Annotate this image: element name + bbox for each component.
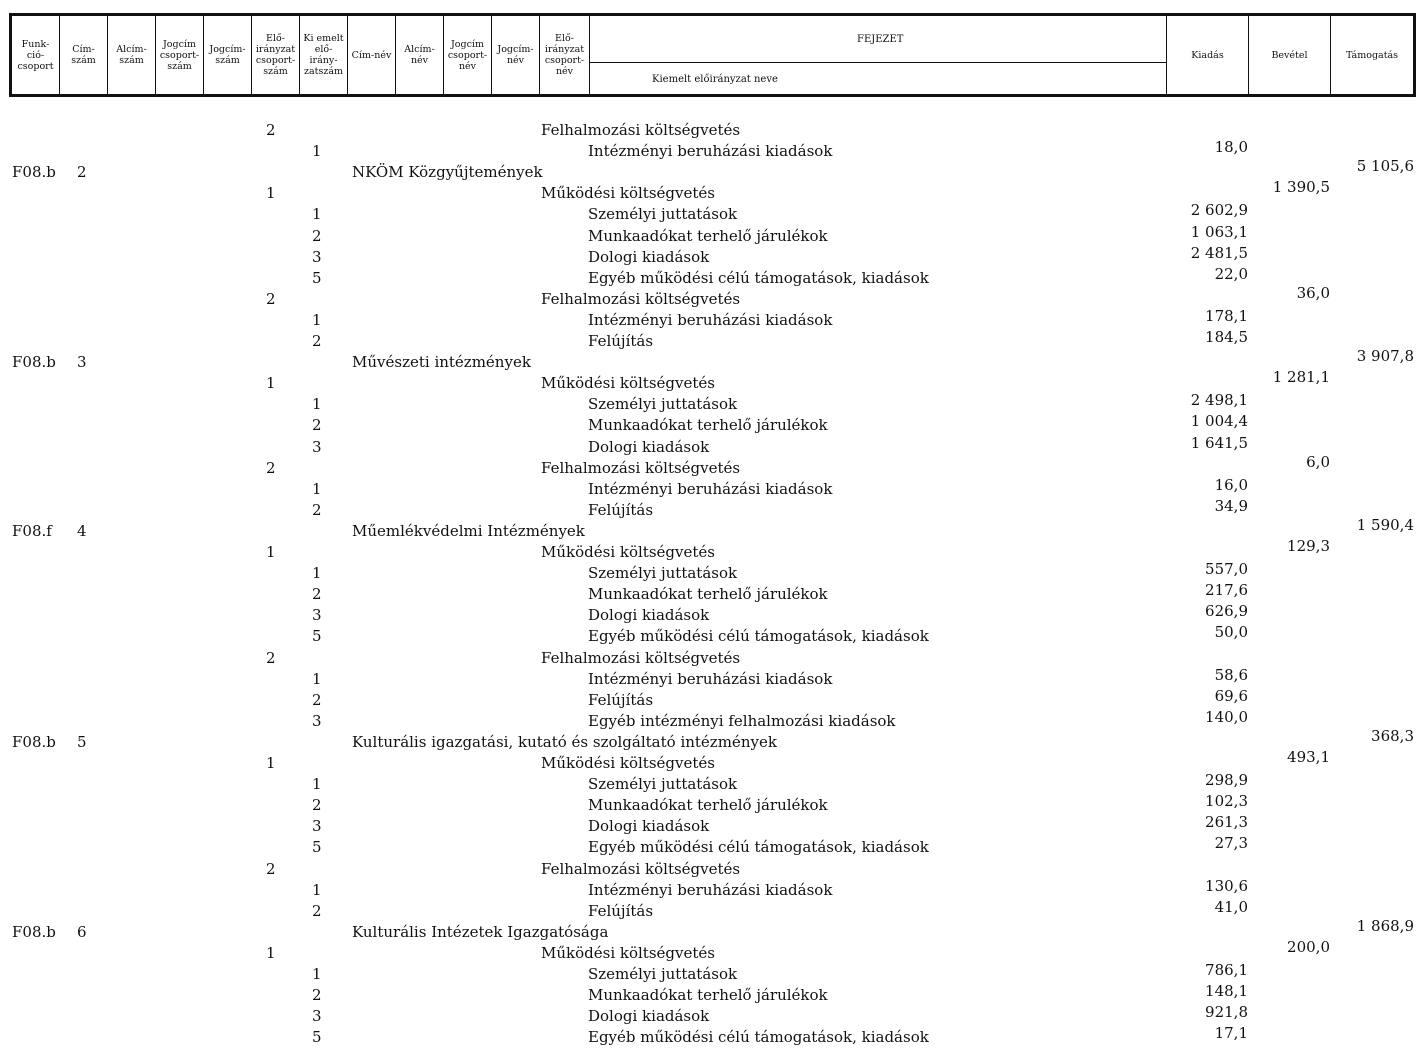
header-col-jogcimszam: Jogcím-szám <box>204 16 252 94</box>
kiemelt-eloiranyzat-name-cell: Munkaadókat terhelő járulékok <box>588 226 828 245</box>
kiemelt-eloiranyzat-cell: 1 <box>312 564 322 583</box>
kiemelt-eloiranyzat-cell: 5 <box>312 268 322 287</box>
eloiranyzatcsoport-cell: 1 <box>266 943 276 962</box>
kiemelt-eloiranyzat-name-cell: Egyéb működési célú támogatások, kiadások <box>588 627 929 646</box>
kiemelt-eloiranyzat-name-cell: Személyi juttatások <box>588 564 738 583</box>
table-row <box>0 813 1426 837</box>
eloiranyzatcsoport-name-cell: Felhalmozási költségvetés <box>541 121 741 139</box>
kiemelt-eloiranyzat-cell: 1 <box>312 395 322 414</box>
cimszam-cell: 4 <box>77 521 87 540</box>
kiemelt-eloiranyzat-name-cell: Személyi juttatások <box>588 205 738 224</box>
table-row <box>0 121 1426 141</box>
cim-name-cell: Kulturális igazgatási, kutató és szolgáltató intézmények <box>352 732 777 751</box>
kiemelt-eloiranyzat-name-cell: Egyéb működési célú támogatások, kiadások <box>588 838 929 857</box>
table-row <box>0 475 1426 500</box>
kiadas-cell: 786,1 <box>1205 961 1248 979</box>
table-row <box>0 243 1426 268</box>
header-col-kiemelteloiranyzatszam: Ki emelt elő-irány-zatszám <box>300 16 348 94</box>
kiemelt-eloiranyzat-name-cell: Egyéb működési célú támogatások, kiadások <box>588 1028 929 1047</box>
bevetel-cell: 36,0 <box>1296 283 1330 302</box>
kiadas-cell: 2 481,5 <box>1190 243 1248 262</box>
kiemelt-eloiranyzat-cell: 2 <box>312 690 322 709</box>
kiemelt-eloiranyzat-cell: 2 <box>312 901 322 920</box>
table-row <box>0 452 1426 479</box>
table-row <box>0 897 1426 922</box>
bevetel-cell: 129,3 <box>1287 537 1330 555</box>
kiemelt-eloiranyzat-name-cell: Személyi juttatások <box>588 775 738 794</box>
eloiranyzatcsoport-name-cell: Működési költségvetés <box>541 184 715 203</box>
funkciocsoport-cell: F08.b <box>12 163 56 182</box>
kiadas-cell: 2 602,9 <box>1190 201 1248 220</box>
kiemelt-eloiranyzat-name-cell: Munkaadókat terhelő járulékok <box>588 796 828 815</box>
kiemelt-eloiranyzat-cell: 1 <box>312 965 322 983</box>
table-row <box>0 623 1426 647</box>
kiemelt-eloiranyzat-name-cell: Dologi kiadások <box>588 247 710 266</box>
kiadas-cell: 557,0 <box>1205 560 1248 579</box>
kiemelt-eloiranyzat-name-cell: Egyéb intézményi felhalmozási kiadások <box>588 711 896 730</box>
kiemelt-eloiranyzat-cell: 1 <box>312 205 322 224</box>
table-header <box>9 13 1416 97</box>
kiemelt-eloiranyzat-name-cell: Felújítás <box>588 901 654 920</box>
cimszam-cell: 5 <box>77 732 87 751</box>
kiemelt-eloiranyzat-cell: 3 <box>312 711 322 730</box>
eloiranyzatcsoport-cell: 2 <box>266 458 276 477</box>
header-col-bevetel: Bevétel <box>1249 16 1331 94</box>
header-col-jogcimcsoportnev: Jogcím csoport-név <box>444 16 492 94</box>
table-row <box>0 649 1426 669</box>
kiadas-cell: 69,6 <box>1214 686 1248 705</box>
kiadas-cell: 22,0 <box>1214 264 1248 283</box>
header-col-funkciocsoport: Funk-ció-csoport <box>12 16 60 94</box>
kiemelt-eloiranyzat-name-cell: Dologi kiadások <box>588 1007 710 1026</box>
kiemelt-eloiranyzat-name-cell: Intézményi beruházási kiadások <box>588 142 833 161</box>
kiadas-cell: 921,8 <box>1205 1003 1248 1022</box>
kiemelt-eloiranyzat-name-cell: Felújítás <box>588 332 654 350</box>
cimszam-cell: 3 <box>77 353 87 372</box>
kiadas-cell: 626,9 <box>1205 602 1248 621</box>
table-row <box>0 602 1426 626</box>
kiemelt-eloiranyzat-cell: 2 <box>312 986 322 1005</box>
table-row <box>0 1024 1426 1048</box>
table-row <box>0 726 1426 753</box>
cimszam-cell: 6 <box>77 922 87 941</box>
cim-name-cell: Művészeti intézmények <box>352 353 531 372</box>
kiemelt-eloiranyzat-cell: 1 <box>312 310 322 329</box>
kiadas-cell: 17,1 <box>1214 1024 1248 1043</box>
kiadas-cell: 34,9 <box>1214 496 1248 515</box>
eloiranyzatcsoport-cell: 1 <box>266 184 276 203</box>
kiemelt-eloiranyzat-cell: 1 <box>312 479 322 498</box>
kiemelt-eloiranyzat-cell: 3 <box>312 817 322 836</box>
table-row <box>0 138 1426 162</box>
bevetel-cell: 1 281,1 <box>1272 368 1330 387</box>
table-row <box>0 876 1426 901</box>
header-col-alcimnev: Alcím-név <box>396 16 444 94</box>
eloiranyzatcsoport-cell: 2 <box>266 289 276 308</box>
eloiranyzatcsoport-cell: 2 <box>266 648 276 667</box>
kiemelt-eloiranyzat-cell: 1 <box>312 880 322 899</box>
eloiranyzatcsoport-name-cell: Felhalmozási költségvetés <box>541 859 741 878</box>
kiemelt-eloiranyzat-name-cell: Dologi kiadások <box>588 437 710 456</box>
kiemelt-eloiranyzat-cell: 3 <box>312 247 322 266</box>
kiemelt-eloiranyzat-name-cell: Személyi juttatások <box>588 965 738 983</box>
kiadas-cell: 178,1 <box>1205 306 1248 325</box>
header-col-eloiranyzatcsoportszam: Elő-irányzat csoport-szám <box>252 16 300 94</box>
bevetel-cell: 6,0 <box>1306 452 1330 471</box>
tamogatas-cell: 3 907,8 <box>1356 347 1414 366</box>
header-col-kiadas: Kiadás <box>1167 16 1249 94</box>
eloiranyzatcsoport-cell: 1 <box>266 754 276 772</box>
kiemelt-eloiranyzat-cell: 5 <box>312 838 322 857</box>
kiadas-cell: 102,3 <box>1205 792 1248 811</box>
kiemelt-eloiranyzat-name-cell: Munkaadókat terhelő járulékok <box>588 986 828 1005</box>
header-col-cimszam: Cím-szám <box>60 16 108 94</box>
header-col-jogcimnev: Jogcím-név <box>492 16 540 94</box>
kiadas-cell: 217,6 <box>1205 581 1248 600</box>
table-row <box>0 665 1426 690</box>
kiadas-cell: 184,5 <box>1205 328 1248 346</box>
bevetel-cell: 200,0 <box>1287 937 1330 956</box>
eloiranyzatcsoport-name-cell: Felhalmozási költségvetés <box>541 458 741 477</box>
tamogatas-cell: 1 590,4 <box>1356 515 1414 534</box>
table-row <box>0 496 1426 521</box>
kiemelt-eloiranyzat-name-cell: Intézményi beruházási kiadások <box>588 880 833 899</box>
kiadas-cell: 50,0 <box>1214 623 1248 642</box>
kiemelt-eloiranyzat-cell: 5 <box>312 627 322 646</box>
kiemelt-eloiranyzat-name-cell: Dologi kiadások <box>588 606 710 625</box>
header-kiemelt-eloiranyzat-neve: Kiemelt előirányzat neve <box>652 74 778 85</box>
cim-name-cell: NKÖM Közgyűjtemények <box>352 163 543 182</box>
kiadas-cell: 298,9 <box>1205 771 1248 790</box>
funkciocsoport-cell: F08.b <box>12 922 56 941</box>
table-row <box>0 157 1426 183</box>
header-fejezet: FEJEZET <box>857 34 904 45</box>
eloiranyzatcsoport-cell: 2 <box>266 121 276 139</box>
kiemelt-eloiranyzat-cell: 3 <box>312 1007 322 1026</box>
kiadas-cell: 1 641,5 <box>1190 433 1248 452</box>
kiadas-cell: 2 498,1 <box>1190 391 1248 410</box>
kiemelt-eloiranyzat-name-cell: Dologi kiadások <box>588 817 710 836</box>
table-row <box>0 707 1426 732</box>
kiadas-cell: 58,6 <box>1214 665 1248 684</box>
header-divider <box>590 62 1167 63</box>
kiemelt-eloiranyzat-cell: 3 <box>312 437 322 456</box>
kiadas-cell: 140,0 <box>1205 707 1248 726</box>
bevetel-cell: 1 390,5 <box>1272 178 1330 197</box>
eloiranyzatcsoport-name-cell: Működési költségvetés <box>541 374 715 393</box>
table-row <box>0 264 1426 289</box>
cim-name-cell: Műemlékvédelmi Intézmények <box>352 521 585 540</box>
eloiranyzatcsoport-cell: 2 <box>266 859 276 878</box>
table-row <box>0 515 1426 542</box>
kiemelt-eloiranyzat-cell: 1 <box>312 775 322 794</box>
kiemelt-eloiranyzat-cell: 1 <box>312 669 322 688</box>
table-row <box>0 328 1426 352</box>
kiemelt-eloiranyzat-name-cell: Egyéb működési célú támogatások, kiadások <box>588 268 929 287</box>
kiemelt-eloiranyzat-name-cell: Felújítás <box>588 690 654 709</box>
funkciocsoport-cell: F08.b <box>12 353 56 372</box>
header-col-jogcimcsoportszam: Jogcím csoport-szám <box>156 16 204 94</box>
kiemelt-eloiranyzat-name-cell: Személyi juttatások <box>588 395 738 414</box>
header-col-alcimszam: Alcím-szám <box>108 16 156 94</box>
kiemelt-eloiranyzat-cell: 2 <box>312 416 322 435</box>
cim-name-cell: Kulturális Intézetek Igazgatósága <box>352 922 609 941</box>
kiemelt-eloiranyzat-name-cell: Munkaadókat terhelő járulékok <box>588 585 828 604</box>
table-row <box>0 1003 1426 1027</box>
kiadas-cell: 130,6 <box>1205 876 1248 895</box>
kiemelt-eloiranyzat-name-cell: Intézményi beruházási kiadások <box>588 310 833 329</box>
table-row <box>0 916 1426 943</box>
kiemelt-eloiranyzat-name-cell: Intézményi beruházási kiadások <box>588 479 833 498</box>
table-row <box>0 834 1426 858</box>
kiadas-cell: 27,3 <box>1214 834 1248 853</box>
kiemelt-eloiranyzat-cell: 2 <box>312 796 322 815</box>
kiadas-cell: 41,0 <box>1214 897 1248 916</box>
kiemelt-eloiranyzat-cell: 2 <box>312 500 322 519</box>
header-col-eloiranyzatcsoportnev: Elő-irányzat csoport-név <box>540 16 590 94</box>
kiemelt-eloiranyzat-name-cell: Munkaadókat terhelő járulékok <box>588 416 828 435</box>
table-row <box>0 347 1426 373</box>
kiemelt-eloiranyzat-name-cell: Felújítás <box>588 500 654 519</box>
kiemelt-eloiranyzat-cell: 2 <box>312 585 322 604</box>
header-col-tamogatas: Támogatás <box>1345 49 1399 61</box>
funkciocsoport-cell: F08.b <box>12 732 56 751</box>
kiadas-cell: 1 063,1 <box>1190 222 1248 241</box>
kiemelt-eloiranyzat-cell: 5 <box>312 1028 322 1047</box>
kiemelt-eloiranyzat-name-cell: Intézményi beruházási kiadások <box>588 669 833 688</box>
eloiranyzatcsoport-cell: 1 <box>266 543 276 561</box>
header-col-cimnev: Cím-név <box>348 16 396 94</box>
tamogatas-cell: 1 868,9 <box>1356 916 1414 935</box>
kiadas-cell: 148,1 <box>1205 982 1248 1001</box>
bevetel-cell: 493,1 <box>1287 748 1330 766</box>
eloiranyzatcsoport-name-cell: Működési költségvetés <box>541 943 715 962</box>
kiadas-cell: 18,0 <box>1214 138 1248 157</box>
eloiranyzatcsoport-name-cell: Működési költségvetés <box>541 543 715 561</box>
eloiranyzatcsoport-name-cell: Felhalmozási költségvetés <box>541 289 741 308</box>
kiemelt-eloiranyzat-cell: 2 <box>312 226 322 245</box>
kiadas-cell: 261,3 <box>1205 813 1248 832</box>
eloiranyzatcsoport-name-cell: Működési költségvetés <box>541 754 715 772</box>
kiadas-cell: 1 004,4 <box>1190 412 1248 431</box>
kiadas-cell: 16,0 <box>1214 475 1248 494</box>
tamogatas-cell: 368,3 <box>1371 726 1414 745</box>
eloiranyzatcsoport-name-cell: Felhalmozási költségvetés <box>541 648 741 667</box>
table-row <box>0 433 1426 458</box>
cimszam-cell: 2 <box>77 163 87 182</box>
tamogatas-cell: 5 105,6 <box>1356 157 1414 176</box>
kiemelt-eloiranyzat-cell: 2 <box>312 332 322 350</box>
kiemelt-eloiranyzat-cell: 1 <box>312 142 322 161</box>
funkciocsoport-cell: F08.f <box>12 521 52 540</box>
kiemelt-eloiranyzat-cell: 3 <box>312 606 322 625</box>
eloiranyzatcsoport-cell: 1 <box>266 374 276 393</box>
